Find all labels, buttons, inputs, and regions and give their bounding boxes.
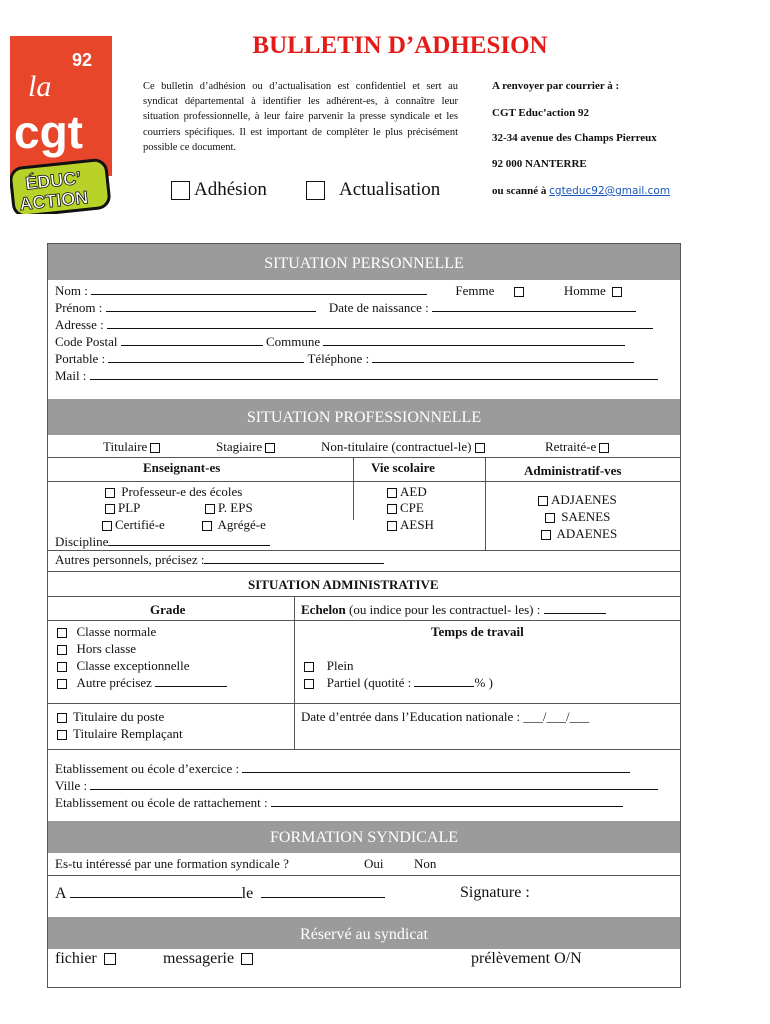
actualisation-choice[interactable] (306, 179, 440, 201)
non-option[interactable]: Non (414, 856, 437, 871)
saenes-option[interactable]: SAENES (542, 509, 610, 525)
commune-label: Commune (265, 334, 321, 349)
etablissement-row: Etablissement ou école d’exercice : (55, 761, 630, 777)
etablissement-field[interactable] (242, 761, 630, 773)
prenom-row (55, 300, 636, 316)
divider (294, 596, 295, 749)
aed-option[interactable]: AED (384, 484, 427, 500)
divider (353, 457, 354, 520)
formation-question: Es-tu intéressé par une formation syndicale ? (55, 856, 289, 871)
date-entree-field[interactable]: ___/___/___ (523, 709, 590, 724)
logo-cgt: cgt (14, 106, 83, 158)
grade-option-4[interactable]: Autre précisez (54, 675, 227, 691)
rattachement-field[interactable] (271, 795, 623, 807)
adhesion-checkbox[interactable] (171, 181, 190, 200)
prelevement-label: prélèvement O/N (471, 950, 582, 967)
grade-option-2[interactable]: Hors classe (54, 641, 136, 657)
certifie-option[interactable]: Certifié-e (99, 517, 165, 533)
prenom-label: Prénom : (55, 300, 103, 315)
divider (48, 703, 680, 704)
oui-option[interactable]: Oui (364, 856, 384, 871)
fichier-option[interactable]: fichier (55, 950, 119, 968)
partiel-option[interactable]: Partiel (quotité : % ) (301, 675, 493, 691)
stagiaire-option[interactable]: Stagiaire (216, 439, 278, 455)
signature-label: Signature : (460, 884, 530, 901)
grade-header: Grade (150, 602, 186, 617)
autres-field[interactable] (204, 552, 384, 564)
nom-label: Nom : (55, 283, 88, 298)
col-vie-scolaire: Vie scolaire (371, 460, 435, 475)
messagerie-option[interactable]: messagerie (163, 950, 256, 968)
naissance-field[interactable] (432, 300, 636, 312)
section-formation-title: FORMATION SYNDICALE (48, 821, 680, 853)
intro-text: Ce bulletin d’adhésion ou d’actualisation est confidentiel et sert au syndicat départemental à identifier les adhérent-es, à connaître leur situation professionnelle, à leur faire parvenir la presse syndicale et les courriers spécifiques. Il est important de compléter le plus précisément possible ce document. (143, 81, 458, 153)
adhesion-label: Adhésion (194, 179, 267, 200)
cgt-educaction-logo (10, 36, 112, 214)
telephone-field[interactable] (372, 351, 634, 363)
section-personal-title: SITUATION PERSONNELLE (48, 244, 680, 280)
mail-row (55, 368, 658, 384)
date-field[interactable] (261, 884, 385, 898)
divider (48, 620, 680, 621)
code-postal-field[interactable] (121, 334, 263, 346)
logo-educ: ÉDUC’ (24, 167, 83, 194)
grade-option-3[interactable]: Classe exceptionnelle (54, 658, 190, 674)
scan-prefix: ou scanné à (492, 185, 547, 197)
agrege-option[interactable]: Agrégé-e (199, 517, 266, 533)
discipline-row (55, 534, 270, 550)
telephone-label: Téléphone : (307, 351, 370, 366)
mail-label: Mail : (55, 368, 87, 383)
adhesion-choice[interactable] (171, 179, 267, 201)
retraite-option[interactable]: Retraité-e (545, 439, 612, 455)
divider (48, 749, 680, 750)
nom-field[interactable] (91, 283, 427, 295)
logo-number: 92 (72, 50, 93, 70)
divider (48, 457, 680, 458)
cpe-option[interactable]: CPE (384, 500, 424, 516)
femme-label: Femme (455, 283, 495, 298)
commune-field[interactable] (323, 334, 625, 346)
adresse-field[interactable] (107, 317, 653, 329)
street-address: 32-34 avenue des Champs Pierreux (492, 132, 657, 144)
nom-row (55, 283, 625, 299)
adresse-row (55, 317, 653, 333)
ville-field[interactable] (90, 778, 658, 790)
commune-row (55, 334, 625, 350)
city-address: 92 000 NANTERRE (492, 158, 587, 170)
echelon-note: (ou indice pour les contractuel- les) : (349, 602, 541, 617)
date-entree-row: Date d’entrée dans l’Education nationale : ___/___/___ (301, 709, 590, 724)
divider (48, 481, 680, 482)
echelon-label: Echelon (301, 602, 346, 617)
naissance-label: Date de naissance : (328, 300, 429, 315)
logo-la: la (28, 70, 52, 103)
plp-option[interactable]: PLP (102, 500, 140, 516)
echelon-row (301, 602, 606, 618)
non-titulaire-option[interactable]: Non-titulaire (contractuel-le) (321, 439, 488, 455)
divider (48, 550, 680, 551)
return-label: A renvoyer par courrier à : (492, 80, 620, 92)
discipline-field[interactable] (108, 534, 270, 546)
place-date-row: A le (55, 884, 385, 903)
professeur-option[interactable]: Professeur-e des écoles (102, 484, 242, 500)
grade-option-1[interactable]: Classe normale (54, 624, 156, 640)
autres-label: Autres personnels, précisez : (55, 552, 205, 567)
portable-field[interactable] (108, 351, 304, 363)
lieu-field[interactable] (70, 884, 242, 898)
divider (48, 571, 680, 572)
page-title: BULLETIN D’ADHESION (252, 32, 548, 59)
peps-option[interactable]: P. EPS (202, 500, 253, 516)
titulaire-option[interactable]: Titulaire (103, 439, 163, 455)
col-enseignant: Enseignant-es (143, 460, 221, 475)
divider (485, 457, 486, 550)
actualisation-checkbox[interactable] (306, 181, 325, 200)
section-professional-title: SITUATION PROFESSIONNELLE (48, 399, 680, 435)
homme-label: Homme (563, 283, 606, 298)
titulaire-remplacant-option[interactable]: Titulaire Remplaçant (54, 726, 183, 742)
actualisation-label: Actualisation (339, 179, 441, 200)
homme-checkbox[interactable] (612, 287, 622, 297)
plein-option[interactable]: Plein (301, 658, 353, 674)
autres-row (55, 552, 384, 568)
rattachement-row: Etablissement ou école de rattachement : (55, 795, 623, 811)
titulaire-poste-option[interactable]: Titulaire du poste (54, 709, 164, 725)
femme-checkbox[interactable] (514, 287, 524, 297)
section-administrative-title: SITUATION ADMINISTRATIVE (248, 577, 439, 592)
discipline-label: Discipline (55, 534, 109, 549)
divider (48, 875, 680, 876)
mail-field[interactable] (90, 368, 658, 380)
logo-action: ACTION (18, 187, 90, 214)
adaenes-option[interactable]: ADAENES (538, 526, 617, 542)
adjaenes-option[interactable]: ADJAENES (535, 492, 617, 508)
adresse-label: Adresse : (55, 317, 104, 332)
section-reserve-title: Réservé au syndicat (48, 917, 680, 949)
portable-label: Portable : (55, 351, 106, 366)
col-administratif: Administratif-ves (524, 463, 622, 478)
echelon-field[interactable] (544, 602, 606, 614)
email-link[interactable]: cgteduc92@gmail.com (549, 185, 671, 197)
prenom-field[interactable] (106, 300, 316, 312)
ville-row: Ville : (55, 778, 658, 794)
membership-form (47, 243, 681, 988)
divider (48, 596, 680, 597)
org-name: CGT Educ’action 92 (492, 107, 589, 119)
temps-header: Temps de travail (431, 624, 524, 639)
scan-line (492, 185, 670, 197)
code-postal-label: Code Postal (55, 334, 118, 349)
aesh-option[interactable]: AESH (384, 517, 434, 533)
phone-row (55, 351, 634, 367)
